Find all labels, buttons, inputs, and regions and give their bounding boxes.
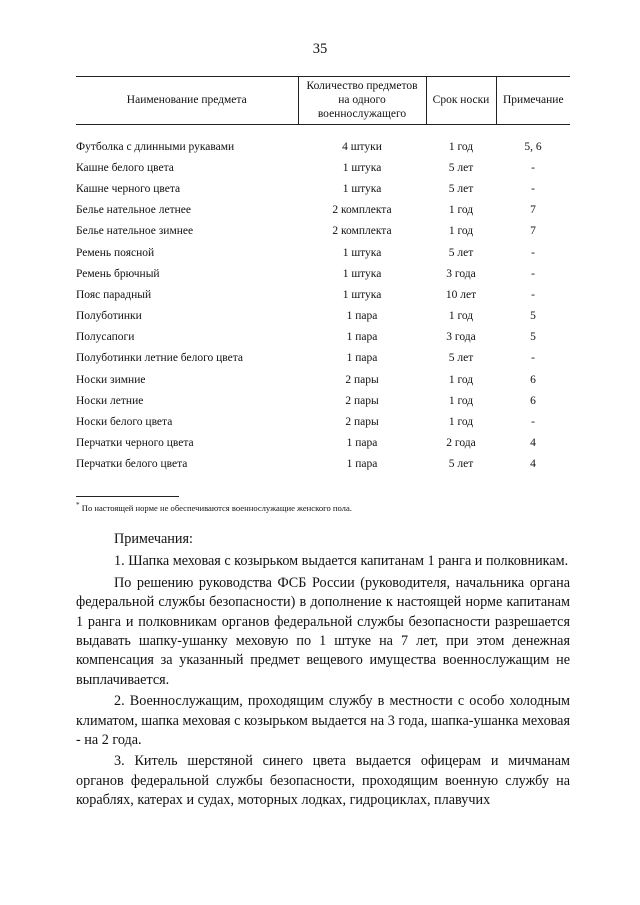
table-header-row [76, 77, 570, 125]
item-name: Носки зимние [76, 373, 146, 386]
item-name: Белье нательное летнее [76, 204, 191, 217]
item-note: 5 [530, 331, 536, 344]
item-quantity: 4 штуки [342, 140, 382, 153]
header-quantity: Количество предметов на одного военнослужащего [298, 77, 426, 125]
item-note: - [531, 288, 535, 301]
note-paragraph: 2. Военнослужащим, проходящим службу в местности с особо холодным климатом, шапка меховая с козырьком выдается на 3 года, шапка-ушанка меховая - на 2 года. [76, 693, 570, 749]
item-term: 1 год [448, 310, 474, 323]
item-quantity: 2 комплекта [332, 225, 392, 238]
table-row [76, 200, 570, 221]
header-name: Наименование предмета [76, 77, 298, 125]
table-row [76, 263, 570, 284]
header-note: Примечание [496, 77, 570, 125]
item-note: - [531, 352, 535, 365]
item-note: 4 [530, 437, 536, 450]
item-term: 3 года [446, 267, 476, 280]
item-note: - [531, 416, 535, 429]
notes-section [76, 530, 570, 813]
item-name: Кашне белого цвета [76, 161, 174, 174]
item-quantity: 2 пары [345, 394, 379, 407]
item-name: Пояс парадный [76, 288, 152, 301]
item-name: Кашне черного цвета [76, 182, 181, 195]
table-body [76, 125, 570, 476]
table-row [76, 411, 570, 432]
notes-heading: Примечания: [114, 531, 193, 547]
item-note: 6 [530, 373, 536, 386]
table-row [76, 221, 570, 242]
item-term: 1 год [448, 416, 474, 429]
item-quantity: 1 пара [346, 437, 378, 450]
item-quantity: 1 пара [346, 331, 378, 344]
item-term: 3 года [446, 331, 476, 344]
items-table [76, 76, 570, 475]
item-name: Полуботинки [76, 310, 142, 323]
item-name: Носки белого цвета [76, 416, 173, 429]
item-term: 10 лет [445, 288, 477, 301]
item-note: - [531, 267, 535, 280]
item-note: 6 [530, 394, 536, 407]
item-term: 1 год [448, 225, 474, 238]
item-quantity: 1 штука [342, 288, 382, 301]
item-quantity: 1 пара [346, 458, 378, 471]
item-term: 5 лет [448, 182, 474, 195]
item-quantity: 1 штука [342, 246, 382, 259]
table-row [76, 136, 570, 157]
table-row [76, 433, 570, 454]
item-quantity: 1 пара [346, 310, 378, 323]
item-term: 5 лет [448, 352, 474, 365]
item-name: Белье нательное зимнее [76, 225, 194, 238]
item-note: 4 [530, 458, 536, 471]
table-row [76, 327, 570, 348]
footnote-mark: * [76, 501, 80, 509]
item-term: 2 года [446, 437, 476, 450]
table-row [76, 157, 570, 178]
table-row [76, 454, 570, 475]
item-note: 5 [530, 310, 536, 323]
table-row [76, 306, 570, 327]
item-name: Перчатки черного цвета [76, 437, 194, 450]
item-note: 7 [530, 204, 536, 217]
footnote-separator [76, 496, 179, 497]
note-paragraph: 1. Шапка меховая с козырьком выдается капитанам 1 ранга и полковникам. [114, 553, 569, 570]
item-name: Полуботинки летние белого цвета [76, 352, 244, 365]
item-term: 1 год [448, 204, 474, 217]
item-quantity: 1 штука [342, 267, 382, 280]
item-quantity: 2 пары [345, 373, 379, 386]
item-note: 7 [530, 225, 536, 238]
table-row [76, 369, 570, 390]
item-quantity: 1 штука [342, 182, 382, 195]
item-term: 5 лет [448, 458, 474, 471]
item-quantity: 2 пары [345, 416, 379, 429]
item-name: Ремень поясной [76, 246, 155, 259]
item-note: - [531, 182, 535, 195]
table-row [76, 284, 570, 305]
header-term: Срок носки [426, 77, 496, 125]
table-row [76, 178, 570, 199]
table-row [76, 390, 570, 411]
item-term: 1 год [448, 373, 474, 386]
item-name: Ремень брючный [76, 267, 160, 280]
table-row [76, 242, 570, 263]
item-name: Перчатки белого цвета [76, 458, 188, 471]
item-note: - [531, 246, 535, 259]
item-term: 5 лет [448, 161, 474, 174]
item-quantity: 1 пара [346, 352, 378, 365]
item-term: 5 лет [448, 246, 474, 259]
item-name: Футболка с длинными рукавами [76, 140, 235, 153]
item-note: 5, 6 [524, 140, 542, 153]
note-paragraph: По решению руководства ФСБ России (руководителя, начальника органа федеральной службы безопасности) в дополнение к настоящей норме капитанам 1 ранга и полковникам органов федеральной службы безопасности разрешается выдавать шапку-ушанку меховую по 1 штуке на 7 лет, при этом денежная компенсация за указанный предмет вещевого имущества военнослужащим не выплачивается. [76, 574, 570, 688]
table-row [76, 348, 570, 369]
item-name: Полусапоги [76, 331, 135, 344]
item-quantity: 2 комплекта [332, 204, 392, 217]
page-number: 35 [312, 41, 328, 57]
item-term: 1 год [448, 140, 474, 153]
footnote-text: По настоящей норме не обеспечиваются военнослужащие женского пола. [81, 502, 352, 513]
item-term: 1 год [448, 394, 474, 407]
item-quantity: 1 штука [342, 161, 382, 174]
note-paragraph: 3. Китель шерстяной синего цвета выдается офицерам и мичманам органов федеральной службы безопасности, проходящим военную службу на кораблях, катерах и судах, моторных лодках, гидроциклах, плавучих [76, 753, 570, 809]
item-name: Носки летние [76, 394, 144, 407]
footnote [76, 499, 352, 514]
item-note: - [531, 161, 535, 174]
